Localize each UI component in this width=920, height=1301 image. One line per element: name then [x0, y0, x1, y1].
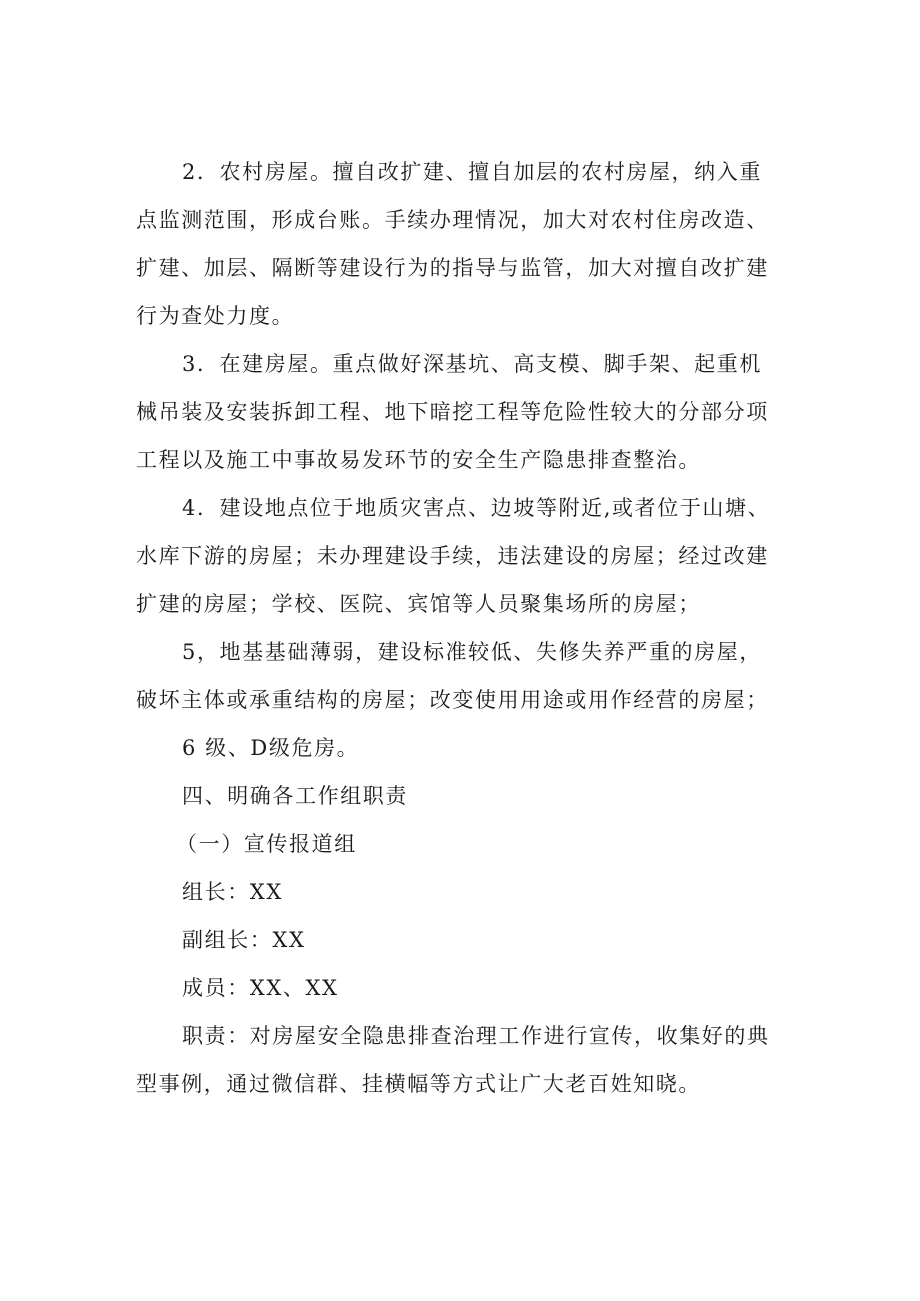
- text-line: 扩建、加层、隔断等建设行为的指导与监管，加大对擅自改扩建: [136, 256, 769, 280]
- text-line: 点监测范围，形成台账。手续办理情况，加大对农村住房改造、: [136, 208, 769, 232]
- text-line: 型事例，通过微信群、挂横幅等方式让广大老百姓知晓。: [136, 1072, 701, 1096]
- group-deputy-leader: 副组长：XX: [182, 928, 306, 952]
- text-line: 扩建的房屋；学校、医院、宾馆等人员聚集场所的房屋；: [136, 592, 701, 616]
- group-members: 成员：XX、XX: [182, 976, 339, 1000]
- subsection-heading: （一）宣传报道组: [176, 832, 357, 856]
- text-line: 3．在建房屋。重点做好深基坑、高支模、脚手架、起重机: [182, 352, 762, 376]
- text-line: 水库下游的房屋；未办理建设手续，违法建设的房屋；经过改建: [136, 544, 769, 568]
- text-line: 行为查处力度。: [136, 304, 295, 328]
- paragraph-dangerous-houses: [136, 724, 796, 772]
- text-line: 4．建设地点位于地质灾害点、边坡等附近,或者位于山塘、: [182, 496, 771, 520]
- text-line: 工程以及施工中事故易发环节的安全生产隐患排查整治。: [136, 448, 701, 472]
- text-line: 2．农村房屋。擅自改扩建、擅自加层的农村房屋，纳入重: [182, 160, 762, 184]
- text-line: 械吊装及安装拆卸工程、地下暗挖工程等危险性较大的分部分项: [136, 400, 769, 424]
- paragraph-weak-foundation: [136, 628, 796, 724]
- paragraph-rural-houses: [136, 148, 796, 340]
- paragraph-duties: [136, 1012, 796, 1108]
- group-leader: 组长：XX: [182, 880, 283, 904]
- text-line: 5，地基基础薄弱，建设标准较低、失修失养严重的房屋，: [182, 640, 762, 664]
- paragraph-houses-under-construction: [136, 340, 796, 484]
- section-heading: 四、明确各工作组职责: [182, 784, 408, 808]
- document-page: [136, 148, 796, 1108]
- text-line: 6 级、D级危房。: [182, 736, 360, 760]
- text-line: 职责：对房屋安全隐患排查治理工作进行宣传，收集好的典: [182, 1024, 770, 1048]
- paragraph-location-risks: [136, 484, 796, 628]
- text-line: 破坏主体或承重结构的房屋；改变使用用途或用作经营的房屋；: [136, 688, 769, 712]
